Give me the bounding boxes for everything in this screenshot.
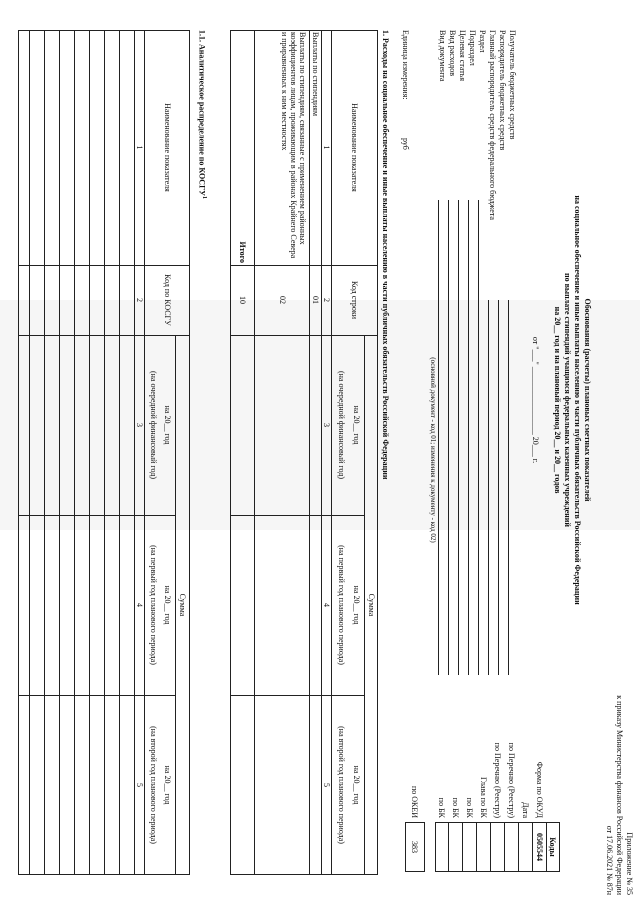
codes-column [435, 822, 547, 872]
s1-colnum-5: 5 [322, 783, 332, 787]
s1-header-sum: Сумма [367, 593, 376, 617]
annex-title: Приложение № 35 [625, 832, 634, 895]
s11-colnum-2: 2 [135, 298, 145, 302]
s11-header-y2: на 20__ год [163, 585, 173, 625]
field-line-subsection [468, 200, 469, 675]
field-line-recipient [508, 300, 509, 675]
s1-row2-name: Выплаты по стипендиям, связанные с применением районных коэффициентов лицам, проживающим в районах Крайнего Севера и приравненных к ним местностях [280, 32, 307, 259]
field-line-target-article [458, 200, 459, 675]
codes-header-cell [546, 822, 560, 872]
doc-type-note: (основной документ - код 01; изменения к документу - код 02) [429, 357, 437, 543]
footnote-mark: 1 [201, 196, 207, 200]
unit-value: руб [401, 138, 410, 150]
s1-header-code: Код строки [350, 280, 360, 320]
annex-order-date: от 17.06.2021 № 87н [605, 825, 614, 895]
s1-row2-code: 02 [278, 296, 287, 304]
s1-header-y1: на 20__ год [352, 405, 362, 445]
field-doc-type: Вид документа [438, 30, 447, 82]
field-recipient: Получатель бюджетных средств [508, 30, 517, 140]
field-target-article: Целевая статья [458, 30, 467, 82]
field-distributor: Распорядитель бюджетных средств [498, 30, 507, 151]
annex-order: к приказу Министерства финансов Российской Федерации [615, 695, 624, 895]
s1-colnum-4: 4 [322, 603, 332, 607]
field-subsection: Подраздел [468, 30, 477, 66]
field-line-doc-type [438, 200, 439, 675]
s11-header-y3-sub: (на второй год планового периода) [149, 726, 158, 844]
bk-label-3: по БК [437, 797, 446, 818]
s1-total-label: Итого [238, 241, 247, 263]
form-title: Обоснования (расчеты) плановых сметных показателей [583, 298, 592, 502]
s1-colnum-2: 2 [322, 298, 332, 302]
field-line-section [478, 200, 479, 675]
codes-header: Коды [548, 837, 558, 857]
okei-code: 383 [410, 841, 420, 853]
s1-total-code: 10 [238, 296, 247, 304]
okei-label: по ОКЕИ [410, 785, 419, 818]
s1-header-y2: на 20__ год [352, 585, 362, 625]
glava-label: Глава по БК [479, 777, 488, 818]
s1-header-y1-sub: (на очередной финансовый год) [337, 370, 347, 480]
bk-label-1: по БК [465, 797, 474, 818]
field-expense-type: Вид расходов [448, 30, 457, 76]
s11-colnum-5: 5 [135, 783, 145, 787]
unit-label: Единица измерения: [401, 30, 410, 100]
section1-title: 1. Расходы на социальное обеспечение и иные выплаты населению в части публичных обязательств Российской Федерации [381, 30, 390, 480]
form-subtitle-2: по выплате стипендий учащимся федеральных казенных учреждений [563, 272, 572, 527]
form-date-line: от "___" _________________ 20___ г. [531, 336, 540, 464]
s1-colnum-3: 3 [322, 423, 332, 427]
s1-header-y3-sub: (на второй год планового периода) [337, 726, 347, 844]
s1-row1-name: Выплаты по стипендиям [311, 32, 321, 117]
s11-header-y1: на 20__ год [163, 405, 173, 445]
field-line-distributor [498, 300, 499, 675]
okud-label: Форма по ОКУД [535, 761, 544, 818]
s1-colnum-1: 1 [322, 145, 332, 150]
section11-title [197, 30, 208, 430]
s1-header-y3: на 20__ год [352, 765, 362, 805]
field-line-expense-type [448, 200, 449, 675]
s11-header-y1-sub: (на очередной финансовый год) [149, 370, 158, 480]
s11-header-name: Наименование показателя [163, 103, 172, 192]
s11-colnum-1: 1 [135, 145, 145, 150]
s1-header-name: Наименование показателя [350, 103, 360, 192]
s11-colnum-3: 3 [135, 423, 145, 427]
s11-header-y3: на 20__ год [163, 765, 173, 805]
s1-header-y2-sub: (на первый год планового периода) [337, 545, 347, 665]
section11-title-text: 1.1. Аналитическое распределение по КОСГУ [197, 30, 207, 197]
perechen-label-2: по Перечню (Реестру) [493, 742, 502, 818]
s11-header-sum: Сумма [178, 593, 188, 617]
okei-cell [405, 822, 425, 872]
form-period: на 20__ год и на плановый период 20__ и 20__ годов [553, 306, 562, 494]
bk-label-2: по БК [451, 797, 460, 818]
s11-header-y2-sub: (на первый год планового периода) [149, 545, 158, 665]
field-line-main-distributor [488, 300, 489, 675]
perechen-label-1: по Перечню (Реестру) [507, 742, 516, 818]
okud-code: 0505544 [535, 833, 545, 861]
s11-header-code: Код по КОСГУ [163, 274, 172, 326]
date-label: Дата [521, 802, 530, 818]
form-subtitle: на социальное обеспечение и иные выплаты населению в части публичных обязательств Российской Федерации [573, 195, 582, 605]
field-main-distributor: Главный распорядитель средств федерального бюджета [488, 30, 497, 220]
s11-colnum-4: 4 [135, 603, 145, 607]
field-section: Раздел [478, 30, 487, 53]
s1-row1-code: 01 [311, 296, 321, 304]
